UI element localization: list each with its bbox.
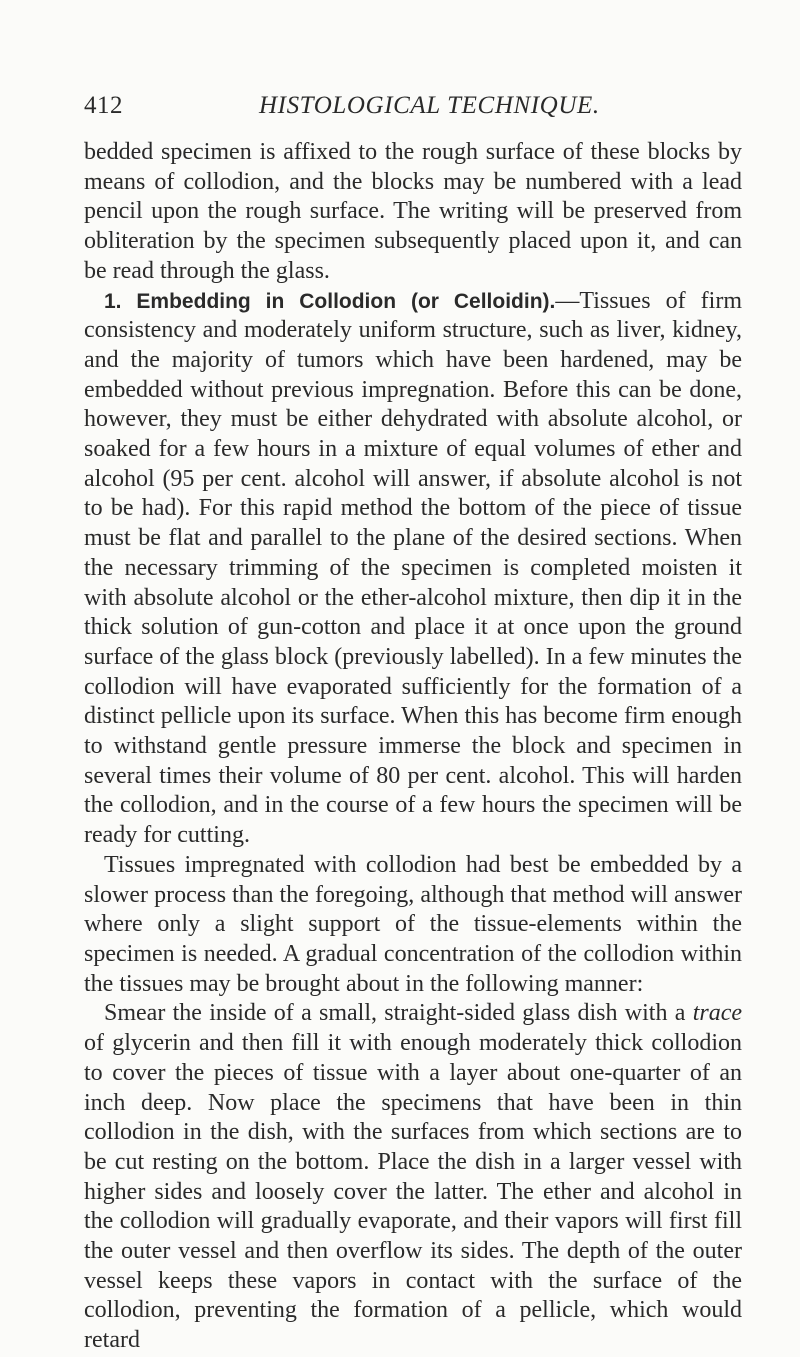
paragraph-text: of glycerin and then fill it with enough moderately thick collodion to cover the pieces of tissue with a layer about one-quarter of an inch deep. Now place the specimens that have been in thin collodion in the dish, with the surfaces from which sections are to be cut resting on the bottom. Place the dish in a larger vessel with higher sides and loosely cover the latter. The ether and alcohol in the collodion will gradually evaporate, and their vapors will first fill the outer vessel and then overflow its sides. The depth of the outer vessel keeps these vapors in contact with the surface of the collodion, preventing the formation of a pellicle, which would retard (84, 1030, 742, 1354)
paragraph-text: —Tissues of firm consistency and moderately uniform structure, such as liver, kidney, and the majority of tumors which have been hardened, may be embedded without previous impregnation. Before this can be done, however, they must be either dehydrated with absolute alcohol, or soaked for a few hours in a mixture of equal volumes of ether and alcohol (95 per cent. alcohol will answer, if absolute alcohol is not to be had). For this rapid method the bottom of the piece of tissue must be flat and parallel to the plane of the desired sections. When the necessary trimming of the specimen is completed moisten it with absolute alcohol or the ether-alcohol mixture, then dip it in the thick solution of gun-cotton and place it at once upon the ground surface of the glass block (previously labelled). In a few minutes the collodion will have evaporated sufficiently for the formation of a distinct pellicle upon its surface. When this has become firm enough to withstand gentle pressure immerse the block and specimen in several times their volume of 80 per cent. alcohol. This will harden the collodion, and in the course of a few hours the specimen will be ready for cutting. (84, 287, 742, 849)
paragraph: Tissues impregnated with collodion had best be embedded by a slower process than the foregoing, although that method will answer where only a slight support of the tissue-elements within the specimen is needed. A gradual concentration of the collodion within the tissues may be brought about in the following manner: (84, 851, 742, 997)
paragraph (84, 999, 742, 1355)
paragraph (84, 287, 742, 851)
section-heading: 1. Embedding in Collodion (or Celloidin). (104, 289, 556, 313)
body-text (84, 138, 742, 1356)
page-number: 412 (84, 92, 123, 119)
page-header (84, 92, 742, 138)
paragraph-text: Smear the inside of a small, straight-sided glass dish with a (104, 1000, 693, 1027)
emphasis-word: trace (692, 1000, 742, 1027)
running-title: HISTOLOGICAL TECHNIQUE. (259, 92, 600, 119)
paragraph: bedded specimen is affixed to the rough surface of these blocks by means of collodion, and the blocks may be numbered with a lead pencil upon the rough surface. The writing will be preserved from obliteration by the specimen subsequently placed upon it, and can be read through the glass. (84, 139, 742, 284)
